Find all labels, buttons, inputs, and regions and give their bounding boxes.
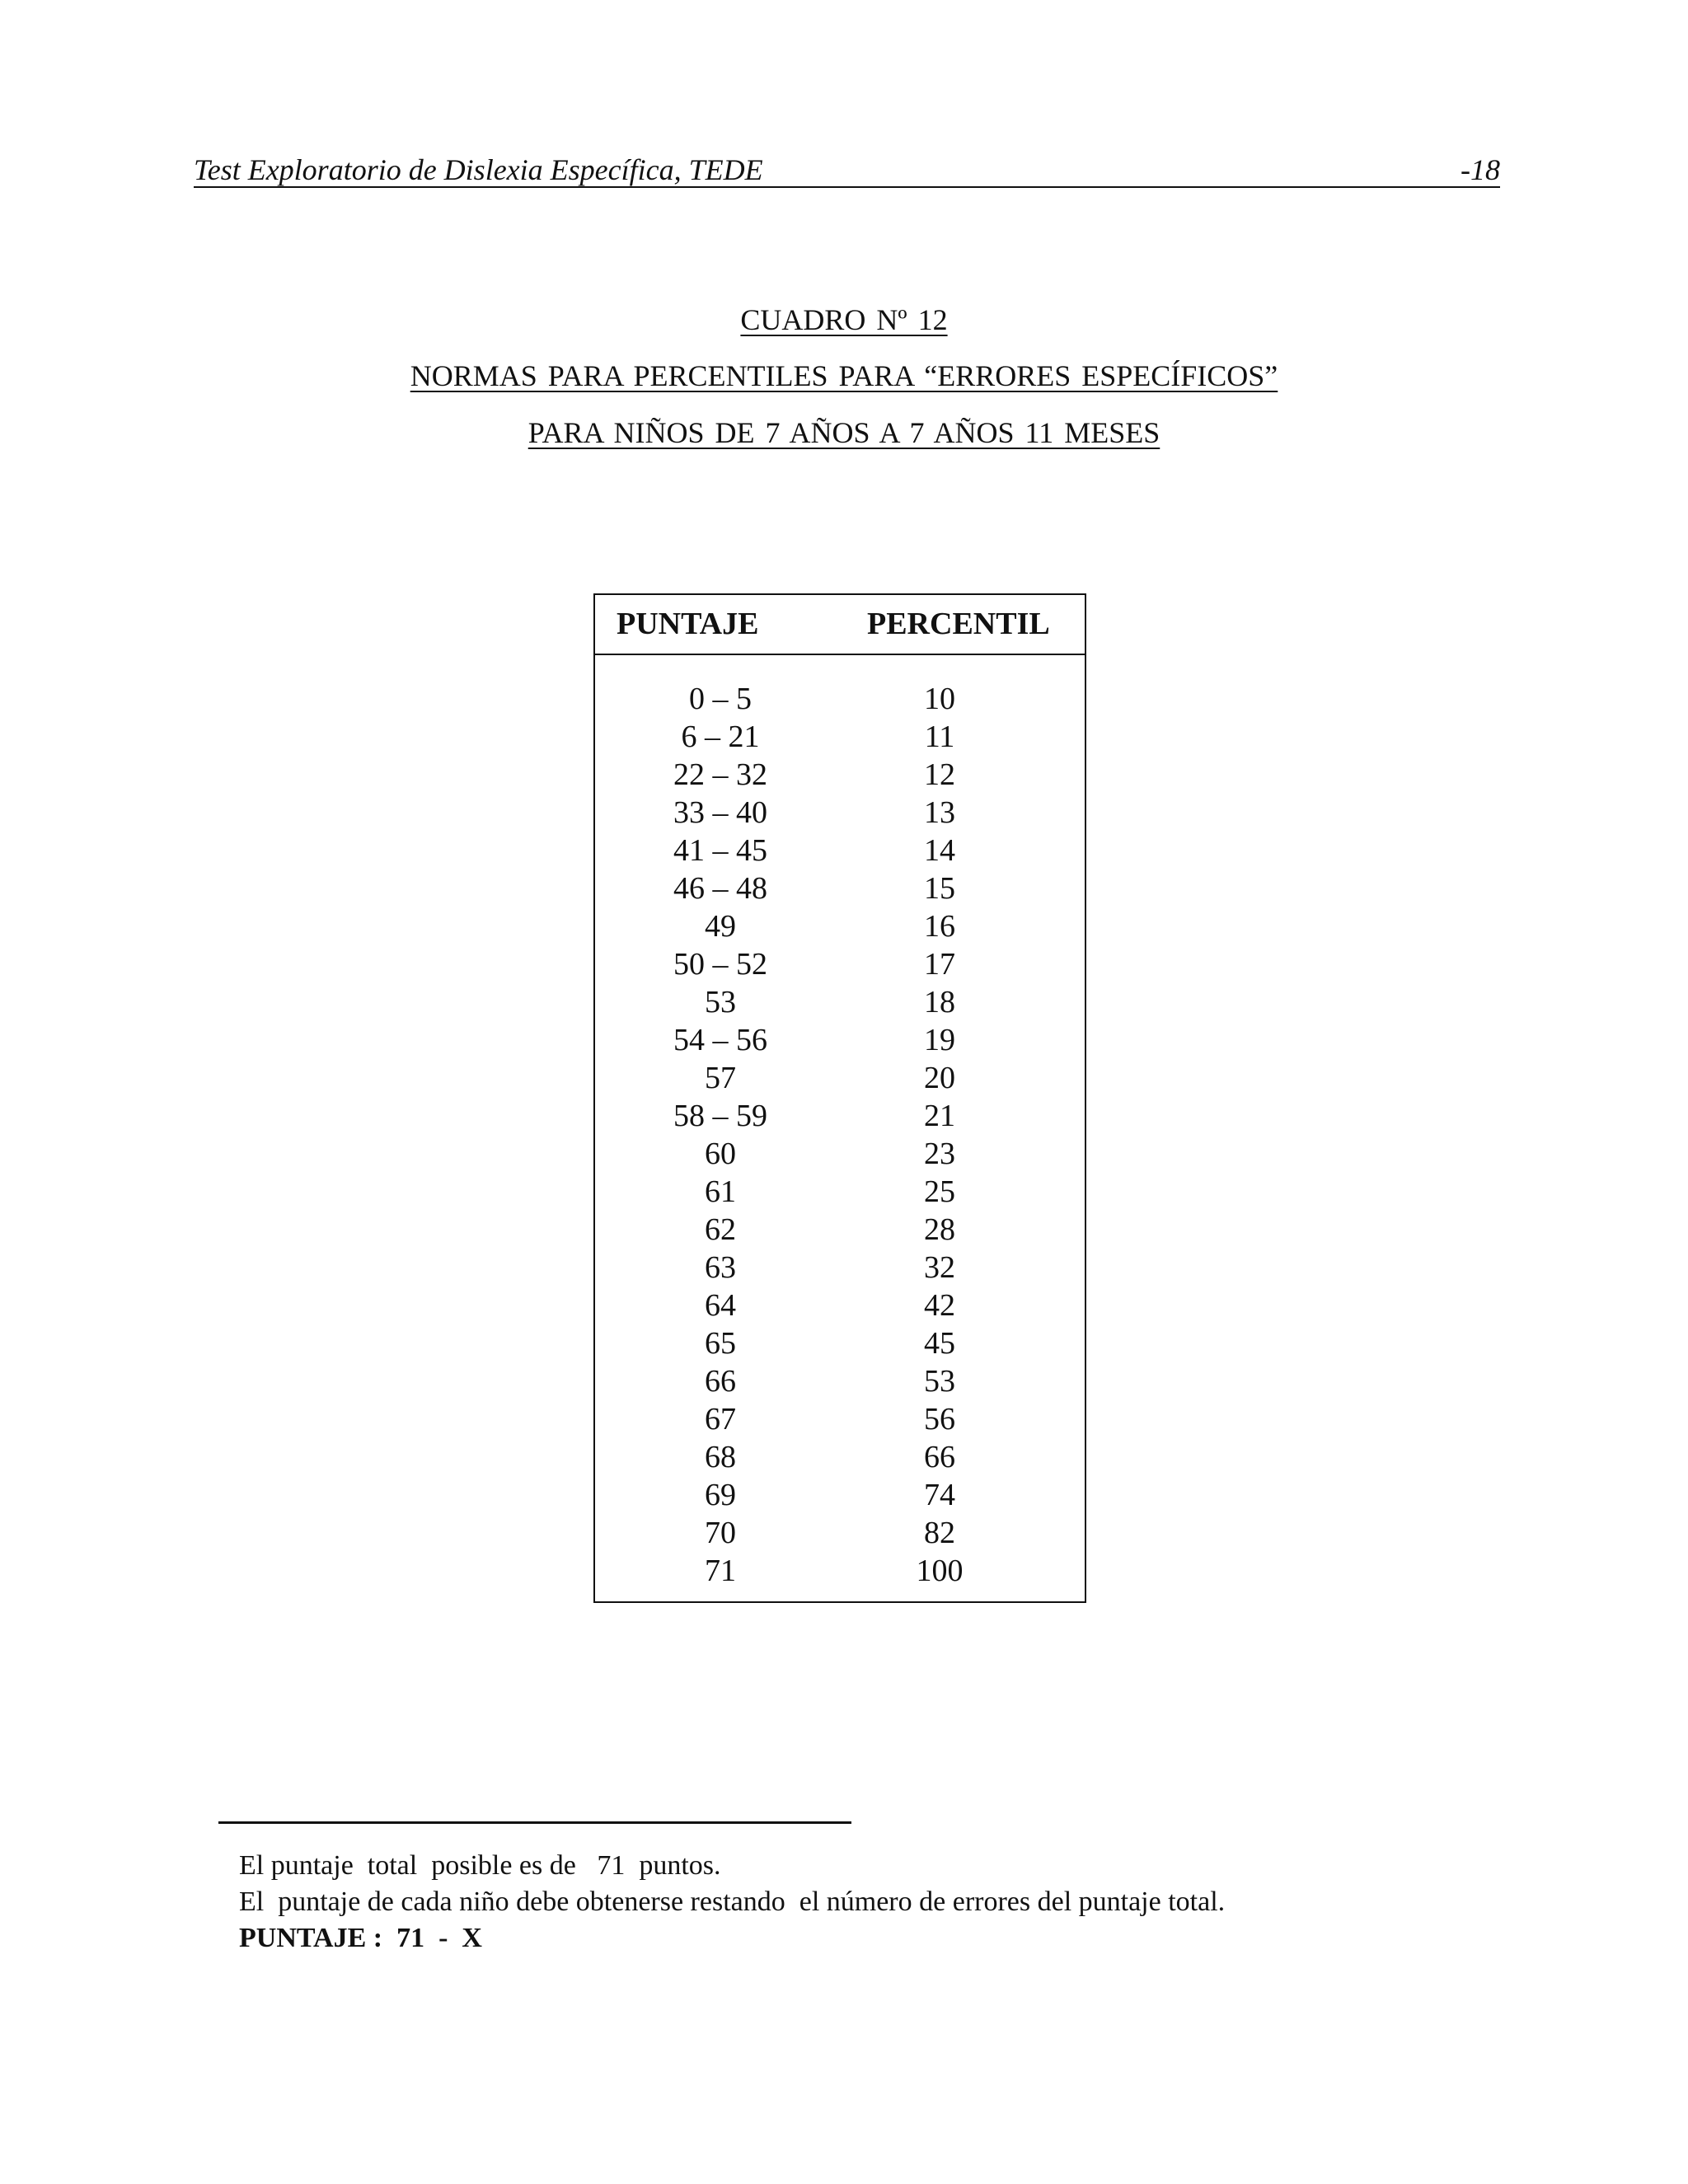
table-row (595, 1211, 1085, 1249)
running-header (194, 153, 1500, 188)
page-number: -18 (1461, 153, 1500, 186)
cell-percentil: 45 (924, 1326, 955, 1361)
cell-puntaje: 49 (705, 909, 736, 944)
column-header-percentil: PERCENTIL (867, 607, 1050, 641)
footnote-total-points: El puntaje total posible es de 71 puntos. (239, 1850, 721, 1881)
cell-puntaje: 62 (705, 1212, 736, 1247)
cell-puntaje: 63 (705, 1250, 736, 1285)
cell-puntaje: 33 – 40 (673, 795, 767, 830)
table-row (595, 1249, 1085, 1286)
cell-percentil: 28 (924, 1212, 955, 1247)
cell-puntaje: 60 (705, 1137, 736, 1171)
table-body (595, 680, 1085, 1590)
table-row (595, 1021, 1085, 1059)
cell-puntaje: 64 (705, 1288, 736, 1323)
table-row (595, 1286, 1085, 1324)
cell-puntaje: 57 (705, 1061, 736, 1095)
cell-puntaje: 71 (705, 1554, 736, 1588)
table-row (595, 1476, 1085, 1514)
cell-puntaje: 46 – 48 (673, 871, 767, 906)
table-row (595, 718, 1085, 756)
cell-percentil: 11 (924, 719, 955, 754)
table-row (595, 1514, 1085, 1552)
table-row (595, 794, 1085, 832)
cell-puntaje: 22 – 32 (673, 757, 767, 792)
cell-puntaje: 54 – 56 (673, 1023, 767, 1057)
cell-percentil: 14 (924, 833, 955, 868)
cell-puntaje: 61 (705, 1174, 736, 1209)
table-row (595, 1400, 1085, 1438)
cell-percentil: 15 (924, 871, 955, 906)
cell-percentil: 25 (924, 1174, 955, 1209)
cell-puntaje: 41 – 45 (673, 833, 767, 868)
cell-percentil: 13 (924, 795, 955, 830)
table-row (595, 869, 1085, 907)
footnote-instruction: El puntaje de cada niño debe obtenerse restando el número de errores del puntaje total. (239, 1886, 1226, 1917)
table-row (595, 983, 1085, 1021)
column-header-puntaje: PUNTAJE (617, 607, 759, 641)
cell-percentil: 100 (916, 1554, 964, 1588)
table-caption-number: CUADRO Nº 12 (740, 303, 948, 336)
cell-percentil: 74 (924, 1478, 955, 1512)
cell-puntaje: 50 – 52 (673, 947, 767, 982)
cell-puntaje: 6 – 21 (681, 719, 760, 754)
table-row (595, 1173, 1085, 1211)
table-row (595, 1438, 1085, 1476)
table-row (595, 1324, 1085, 1362)
footnote-rule (218, 1821, 851, 1824)
cell-puntaje: 53 (705, 985, 736, 1019)
table-header (595, 595, 1085, 655)
running-header-title: Test Exploratorio de Dislexia Específica, TEDE (194, 153, 763, 186)
cell-percentil: 20 (924, 1061, 955, 1095)
table-row (595, 756, 1085, 794)
cell-puntaje: 58 – 59 (673, 1099, 767, 1133)
norms-table (593, 593, 1086, 1603)
footnote-formula: PUNTAJE : 71 - X (239, 1923, 482, 1953)
cell-percentil: 21 (924, 1099, 955, 1133)
cell-puntaje: 66 (705, 1364, 736, 1399)
cell-percentil: 23 (924, 1137, 955, 1171)
table-row (595, 1362, 1085, 1400)
cell-puntaje: 70 (705, 1516, 736, 1550)
table-row (595, 832, 1085, 869)
cell-percentil: 12 (924, 757, 955, 792)
table-row (595, 907, 1085, 945)
cell-puntaje: 65 (705, 1326, 736, 1361)
cell-percentil: 53 (924, 1364, 955, 1399)
cell-percentil: 56 (924, 1402, 955, 1436)
cell-percentil: 66 (924, 1440, 955, 1474)
table-caption-title: NORMAS PARA PERCENTILES PARA “ERRORES ESPECÍFICOS” (410, 359, 1278, 392)
cell-percentil: 19 (924, 1023, 955, 1057)
table-caption-subtitle: PARA NIÑOS DE 7 AÑOS A 7 AÑOS 11 MESES (528, 416, 1160, 449)
cell-puntaje: 67 (705, 1402, 736, 1436)
table-row (595, 680, 1085, 718)
cell-percentil: 10 (924, 682, 955, 716)
table-row (595, 945, 1085, 983)
cell-percentil: 82 (924, 1516, 955, 1550)
table-row (595, 1552, 1085, 1590)
cell-percentil: 17 (924, 947, 955, 982)
cell-puntaje: 69 (705, 1478, 736, 1512)
table-row (595, 1059, 1085, 1097)
cell-puntaje: 68 (705, 1440, 736, 1474)
cell-percentil: 16 (924, 909, 955, 944)
cell-percentil: 42 (924, 1288, 955, 1323)
table-row (595, 1135, 1085, 1173)
table-row (595, 1097, 1085, 1135)
cell-puntaje: 0 – 5 (689, 682, 752, 716)
cell-percentil: 18 (924, 985, 955, 1019)
cell-percentil: 32 (924, 1250, 955, 1285)
